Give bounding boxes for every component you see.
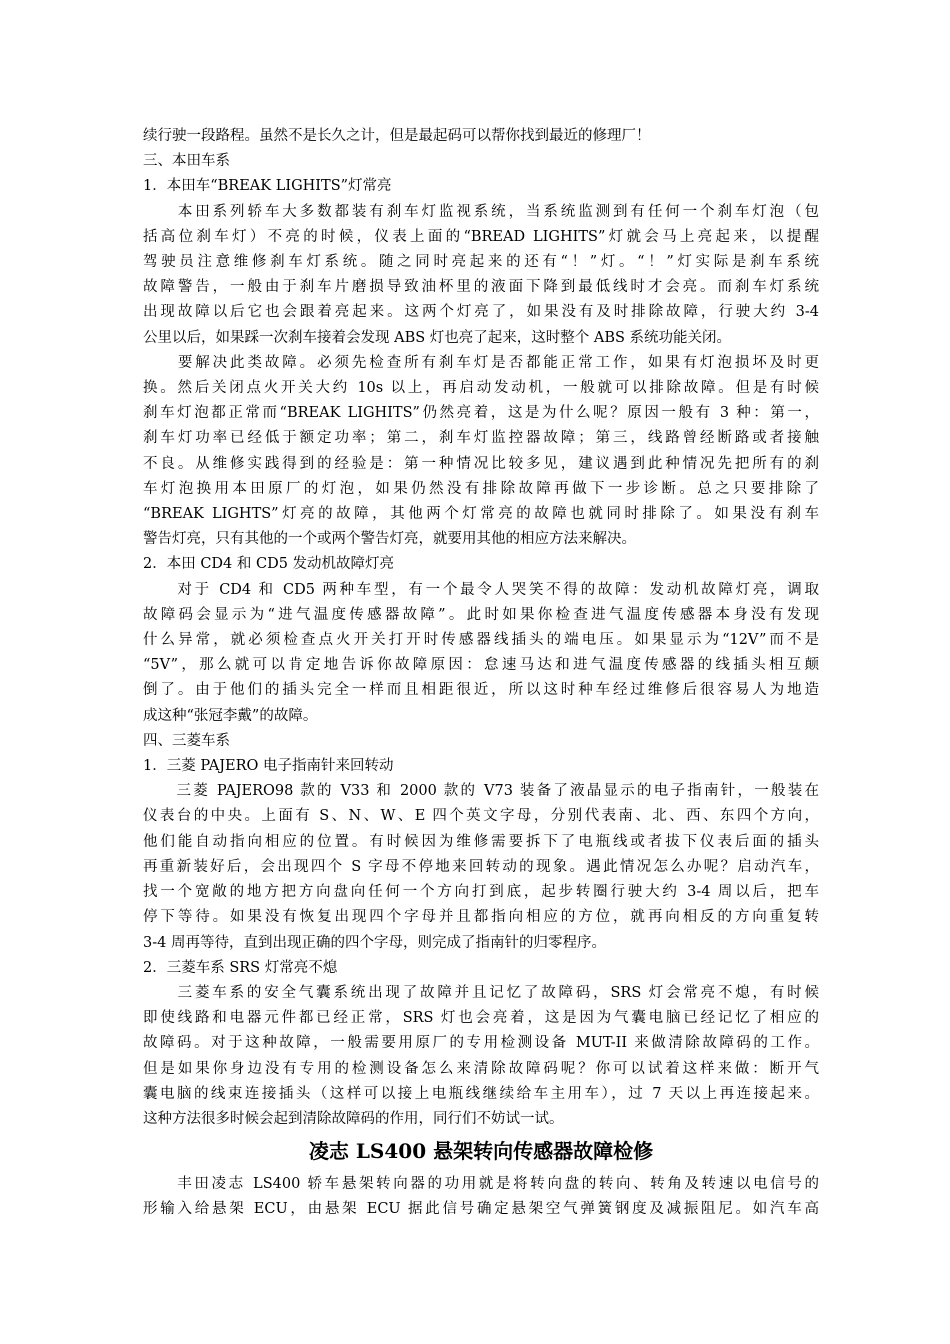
document-body	[143, 124, 819, 1223]
text-line: 仪表台的中央。上面有 S、N、W、E 四个英文字母，分别代表南、北、西、东四个方向，	[143, 808, 819, 825]
section-heading: 1．三菱 PAJERO 电子指南针来回转动	[143, 758, 394, 775]
text-line: 找一个宽敞的地方把方向盘向任何一个方向打到底，起步转圈行驶大约 3-4 周以后，把车	[143, 884, 819, 901]
text-line: 出现故障以后它也会跟着亮起来。这两个灯亮了，如果没有及时排除故障，行驶大约 3-4	[143, 304, 819, 321]
section-heading: 三、本田车系	[143, 153, 230, 170]
text-line: 括高位刹车灯）不亮的时候，仪表上面的“BREAD LIGHITS”灯就会马上亮起来，以提醒	[143, 228, 819, 245]
text-line: 停下等待。如果没有恢复出现四个字母并且都指向相应的方位，就再向相反的方向重复转	[143, 909, 819, 926]
text-line: 他们能自动指向相应的位置。有时候因为维修需要拆下了电瓶线或者拔下仪表后面的插头	[143, 833, 819, 850]
text-line: 三菱车系的安全气囊系统出现了故障并且记忆了故障码，SRS 灯会常亮不熄，有时候	[143, 984, 819, 1001]
text-line: 刹车灯功率已经低于额定功率；第二，刹车灯监控器故障；第三，线路曾经断路或者接触	[143, 430, 819, 447]
text-line: 驾驶员注意维修刹车灯系统。随之同时亮起来的还有“！”灯。“！”灯实际是刹车系统	[143, 254, 819, 271]
text-line: 囊电脑的线束连接插头（这样可以接上电瓶线继续给车主用车），过 7 天以上再连接起来。	[143, 1085, 819, 1102]
text-line: 刹车灯泡都正常而“BREAK LIGHITS”仍然亮着，这是为什么呢？原因一般有 3 种：第一，	[143, 405, 819, 422]
text-line: 形输入给悬架 ECU，由悬架 ECU 据此信号确定悬架空气弹簧钢度及减振阻尼。如汽车高	[143, 1201, 819, 1218]
article-body	[143, 1172, 819, 1222]
text-line: “BREAK LIGHTS”灯亮的故障，其他两个灯常亮的故障也就同时排除了。如果没有刹车	[143, 506, 819, 523]
text-line: 要解决此类故障。必须先检查所有刹车灯是否都能正常工作，如果有灯泡损坏及时更	[143, 354, 819, 371]
text-line: 3-4 周再等待，直到出现正确的四个字母，则完成了指南针的归零程序。	[143, 934, 606, 951]
text-line: 不良。从维修实践得到的经验是：第一种情况比较多见，建议遇到此种情况先把所有的刹	[143, 455, 819, 472]
text-line: 本田系列轿车大多数都装有刹车灯监视系统，当系统监测到有任何一个刹车灯泡（包	[143, 203, 819, 220]
section-heading: 1．本田车“BREAK LIGHITS”灯常亮	[143, 178, 392, 195]
article-title: 凌志 LS400 悬架转向传感器故障检修	[308, 1139, 654, 1164]
section-body	[143, 124, 819, 1132]
text-line: 三菱 PAJERO98 款的 V33 和 2000 款的 V73 装备了液晶显示的电子指南针，一般装在	[143, 783, 819, 800]
text-line: 但是如果你身边没有专用的检测设备怎么来清除故障码呢？你可以试着这样来做：断开气	[143, 1060, 819, 1077]
text-line: 公里以后，如果踩一次刹车接着会发现 ABS 灯也亮了起来，这时整个 ABS 系统功能关闭。	[143, 329, 732, 346]
text-line: 对于 CD4 和 CD5 两种车型，有一个最令人哭笑不得的故障：发动机故障灯亮，调取	[143, 581, 819, 598]
text-line: 倒了。由于他们的插头完全一样而且相距很近，所以这时种车经过维修后很容易人为地造	[143, 682, 819, 699]
text-line: “5V”，那么就可以肯定地告诉你故障原因：怠速马达和进气温度传感器的线插头相互颠	[143, 657, 819, 674]
text-line: 什么异常，就必须检查点火开关打开时传感器线插头的端电压。如果显示为“12V”而不是	[143, 632, 819, 649]
text-line: 警告灯亮，只有其他的一个或两个警告灯亮，就要用其他的相应方法来解决。	[143, 531, 636, 548]
text-line: 故障警告，一般由于刹车片磨损导致油杯里的液面下降到最低线时才会亮。而刹车灯系统	[143, 279, 819, 296]
text-line: 成这种“张冠李戴”的故障。	[143, 707, 318, 724]
section-heading: 2．本田 CD4 和 CD5 发动机故障灯亮	[143, 556, 395, 573]
text-line: 故障码会显示为“进气温度传感器故障”。此时如果你检查进气温度传感器本身没有发现	[143, 606, 819, 623]
text-line: 即使线路和电器元件都已经正常，SRS 灯也会亮着，这是因为气囊电脑已经记忆了相应的	[143, 1010, 819, 1027]
text-line: 这种方法很多时候会起到清除故障码的作用，同行们不妨试一试。	[143, 1110, 564, 1127]
text-line: 丰田凌志 LS400 轿车悬架转向器的功用就是将转向盘的转向、转角及转速以电信号的	[143, 1176, 819, 1193]
text-line: 续行驶一段路程。虽然不是长久之计，但是最起码可以帮你找到最近的修理厂！	[143, 128, 651, 144]
text-line: 换。然后关闭点火开关大约 10s 以上，再启动发动机，一般就可以排除故障。但是有时候	[143, 380, 819, 397]
text-line: 车灯泡换用本田原厂的灯泡，如果仍然没有排除故障再做下一步诊断。总之只要排除了	[143, 480, 819, 497]
text-line: 再重新装好后，会出现四个 S 字母不停地来回转动的现象。遇此情况怎么办呢？启动汽车，	[143, 858, 819, 875]
text-line: 故障码。对于这种故障，一般需要用原厂的专用检测设备 MUT-II 来做清除故障码的工作。	[143, 1035, 819, 1052]
section-heading: 四、三菱车系	[143, 732, 230, 749]
section-heading: 2．三菱车系 SRS 灯常亮不熄	[143, 959, 338, 976]
